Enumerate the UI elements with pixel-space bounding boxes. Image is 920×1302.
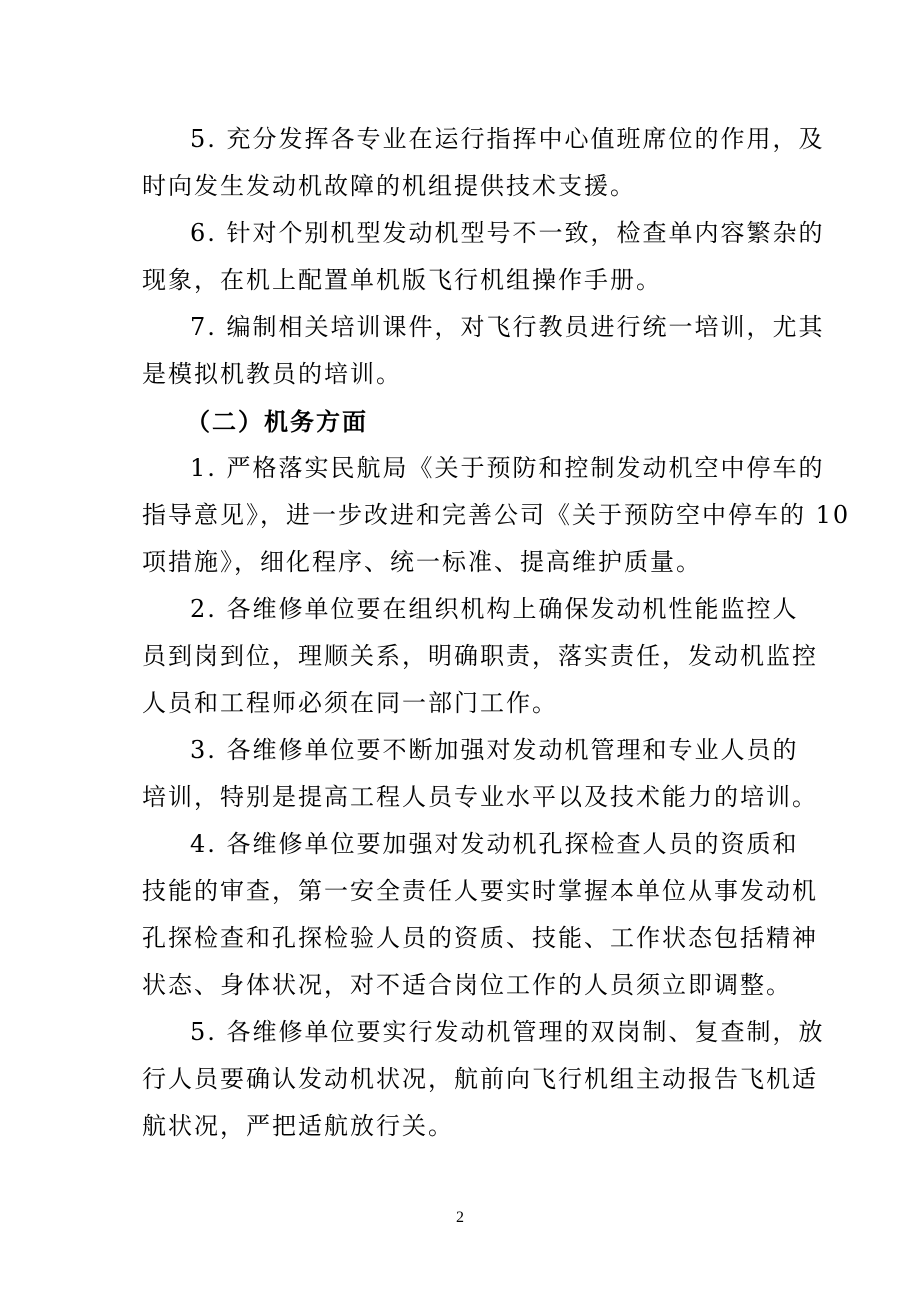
paragraph-line: 6. 针对个别机型发动机型号不一致，检查单内容繁杂的 <box>190 219 825 247</box>
paragraph-line: 5. 充分发挥各专业在运行指挥中心值班席位的作用，及 <box>190 125 825 153</box>
paragraph-line: 技能的审查，第一安全责任人要实时掌握本单位从事发动机 <box>142 877 818 905</box>
paragraph-line: 是模拟机教员的培训。 <box>142 360 402 388</box>
paragraph-maintenance-1 <box>142 445 851 586</box>
paragraph-line: 1. 严格落实民航局《关于预防和控制发动机空中停车的 <box>190 454 825 482</box>
paragraph-line: 7. 编制相关培训课件，对飞行教员进行统一培训，尤其 <box>190 313 825 341</box>
paragraph-line: 员到岗到位，理顺关系，明确职责，落实责任，发动机监控 <box>142 642 818 670</box>
page-number: 2 <box>456 1209 464 1226</box>
paragraph-line: 现象，在机上配置单机版飞行机组操作手册。 <box>142 266 662 294</box>
paragraph-line: 5. 各维修单位要实行发动机管理的双岗制、复查制，放 <box>190 1018 825 1046</box>
paragraph-line: 航状况，严把适航放行关。 <box>142 1112 454 1140</box>
paragraph-line: 2. 各维修单位要在组织机构上确保发动机性能监控人 <box>190 595 799 623</box>
paragraph-line: 指导意见》，进一步改进和完善公司《关于预防空中停车的 10 <box>142 501 851 529</box>
paragraph-line: 时向发生发动机故障的机组提供技术支援。 <box>142 172 636 200</box>
paragraph-maintenance-2 <box>142 586 818 727</box>
paragraph-line: 培训，特别是提高工程人员专业水平以及技术能力的培训。 <box>142 783 818 811</box>
paragraph-line: 3. 各维修单位要不断加强对发动机管理和专业人员的 <box>190 736 799 764</box>
paragraph-line: 项措施》，细化程序、统一标准、提高维护质量。 <box>142 548 702 576</box>
paragraph-line: 状态、身体状况，对不适合岗位工作的人员须立即调整。 <box>142 971 792 999</box>
paragraph-pilot-5 <box>142 116 825 210</box>
paragraph-pilot-6 <box>142 210 825 304</box>
paragraph-maintenance-5 <box>142 1009 825 1150</box>
paragraph-maintenance-3 <box>142 727 818 821</box>
paragraph-pilot-7 <box>142 304 825 398</box>
section-heading: （二）机务方面 <box>186 407 368 436</box>
paragraph-maintenance-4 <box>142 821 818 1009</box>
paragraph-line: 人员和工程师必须在同一部门工作。 <box>142 689 558 717</box>
paragraph-line: 4. 各维修单位要加强对发动机孔探检查人员的资质和 <box>190 830 799 858</box>
paragraph-line: 孔探检查和孔探检验人员的资质、技能、工作状态包括精神 <box>142 924 818 952</box>
paragraph-line: 行人员要确认发动机状况，航前向飞行机组主动报告飞机适 <box>142 1065 818 1093</box>
document-body <box>142 116 851 1150</box>
